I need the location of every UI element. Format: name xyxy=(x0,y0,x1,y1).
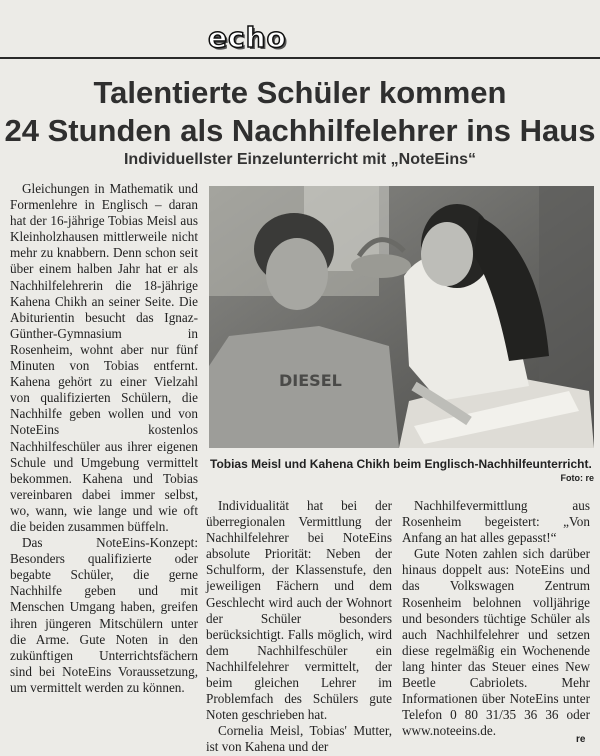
headline-line-1: Talentierte Schüler kommen xyxy=(93,75,507,110)
author-mark: re xyxy=(576,734,586,745)
article-photo xyxy=(209,186,594,448)
text-column-3 xyxy=(402,498,590,739)
subheadline: Individuellster Einzelunterricht mit „NoteEins“ xyxy=(123,151,477,168)
headline xyxy=(0,74,600,150)
paragraph: Individualität hat bei der überregionalen Vermittlung der Nachhilfelehrer bei NoteEins absolute Priorität: Neben der Schulform, der Klassenstufe, den jeweiligen Fächern und dem Geschlecht wird auch der Wohnort der Schüler besonders berücksichtigt. Falls möglich, wird dem Nachhilfeschüler ein Nachhilfelehrer vermittelt, der beim gleichen Lehrer im Problemfach des Schülers gute Noten geschrieben hat. xyxy=(206,498,392,723)
shirt-print: DIESEL xyxy=(279,371,342,390)
masthead xyxy=(0,0,600,58)
paragraph: Gute Noten zahlen sich darüber hinaus doppelt aus: NoteEins und das Volkswagen Zentrum Rosenheim belohnen volljährige und besonders tüchtige Schüler als auch Nachhilfelehrer und setzen diese regelmäßig ein Wochenende lang hinter das Steuer eines New Beetle Cabriolets. Mehr Informationen über NoteEins unter Telefon 0 80 31/35 36 36 oder www.noteeins.de. xyxy=(402,546,590,739)
header-rule xyxy=(0,57,600,59)
headline-line-2: 24 Stunden als Nachhilfelehrer ins Haus xyxy=(4,113,596,148)
text-column-1 xyxy=(10,181,198,696)
text-column-2 xyxy=(206,498,392,756)
paragraph: Nachhilfevermittlung aus Rosenheim begeistert: „Von Anfang an hat alles gepasst!“ xyxy=(402,498,590,546)
paragraph: Cornelia Meisl, Tobias' Mutter, ist von Kahena und der xyxy=(206,723,392,755)
echo-logo: echo xyxy=(208,21,287,54)
photo-illustration xyxy=(209,186,594,448)
photo-credit: Foto: re xyxy=(560,473,594,483)
paragraph: Das NoteEins-Konzept: Besonders qualifizierte oder begabte Schüler, die gerne Nachhilfe geben und mit Menschen Umgang haben, greifen ihren jüngeren Mitschülern unter die Arme. Gute Noten in den zukünftigen Unterrichtsfächern sind bei NoteEins Voraussetzung, um vermittelt werden zu können. xyxy=(10,535,198,695)
paragraph: Gleichungen in Mathematik und Formenlehre in Englisch – daran hat der 16-jährige Tobias Meisl aus Kleinholzhausen mittlerweile nicht mehr zu knabbern. Denn schon seit über einem halben Jahr hat er als Nachhilfelehrerin die 18-jährige Kahena Chikh an seiner Seite. Die Abiturientin besucht das Ignaz-Günther-Gymnasium in Rosenheim, wohnt aber nur fünf Minuten von Tobias entfernt. Kahena gehört zu einer Vielzahl von qualifizierten Schülern, die Nachhilfe geben wollen und von NoteEins kostenlos Nachhilfeschüler aus ihrer eigenen Schule und Umgebung vermittelt bekommen. Kahena und Tobias vereinbaren dabei immer selbst, wo, wann, wie lange und wie oft die beiden zusammen büffeln. xyxy=(10,181,198,534)
photo-caption: Tobias Meisl und Kahena Chikh beim Englisch-Nachhilfeunterricht. xyxy=(210,457,592,471)
